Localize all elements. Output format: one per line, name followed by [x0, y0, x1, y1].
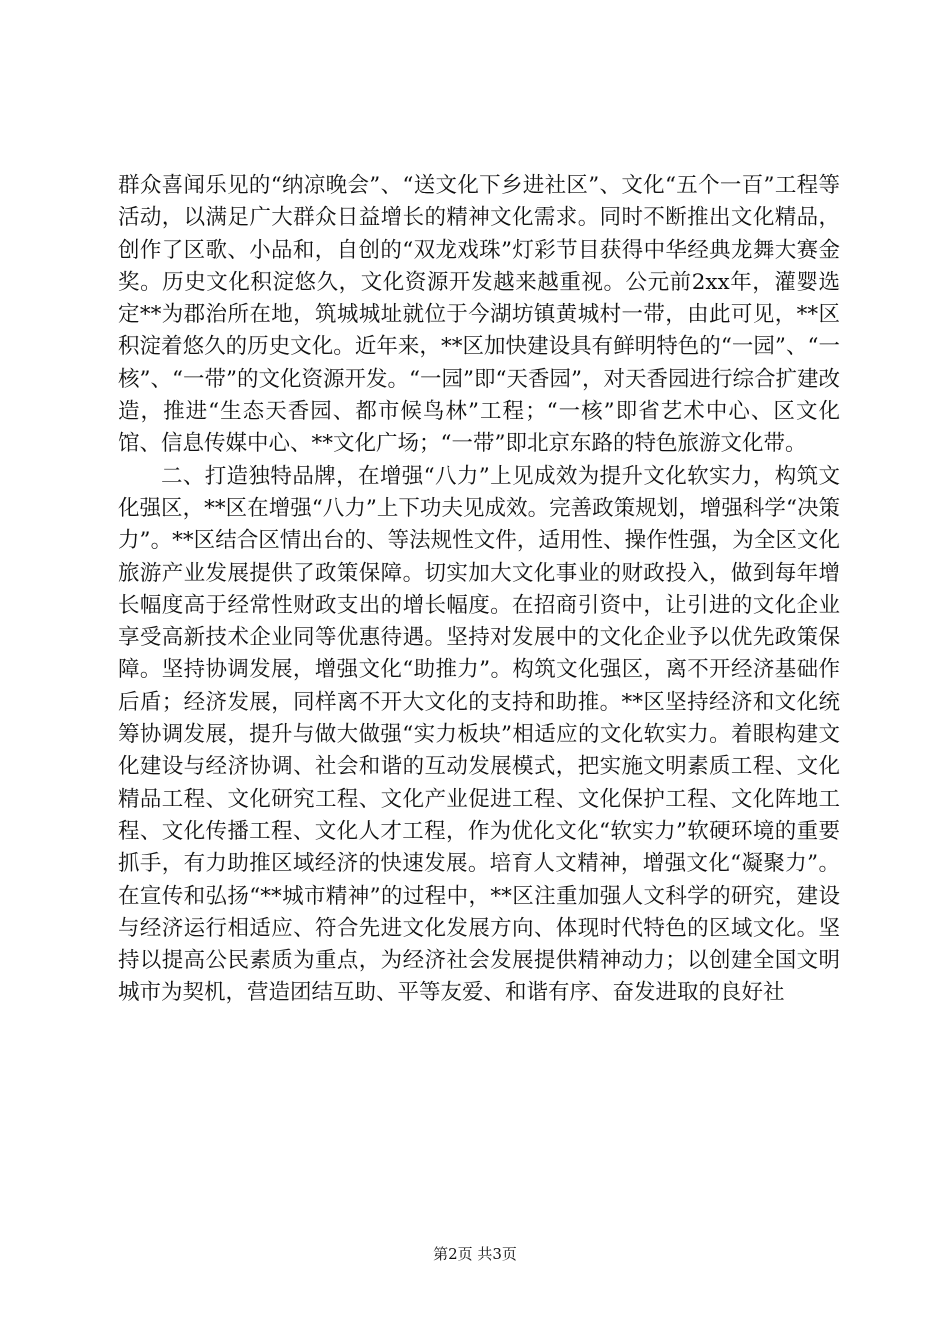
document-body	[118, 170, 840, 1010]
paragraph-continued: 群众喜闻乐见的“纳凉晚会”、“送文化下乡进社区”、文化“五个一百”工程等活动，以满足广大群众日益增长的精神文化需求。同时不断推出文化精品，创作了区歌、小品和，自创的“双龙戏珠”灯彩节目获得中华经典龙舞大赛金奖。历史文化积淀悠久，文化资源开发越来越重视。公元前2xx年，灌婴选定**为郡治所在地，筑城城址就位于今湖坊镇黄城村一带，由此可见，**区积淀着悠久的历史文化。近年来，**区加快建设具有鲜明特色的“一园”、“一核”、“一带”的文化资源开发。“一园”即“天香园”，对天香园进行综合扩建改造，推进“生态天香园、都市候鸟林”工程；“一核”即省艺术中心、区文化馆、信息传媒中心、**文化广场；“一带”即北京东路的特色旅游文化带。	[118, 173, 840, 457]
paragraph-section-two: 二、打造独特品牌，在增强“八力”上见成效为提升文化软实力，构筑文化强区，**区在增强“八力”上下功夫见成效。完善政策规划，增强科学“决策力”。**区结合区情出台的、等法规性文件，适用性、操作性强，为全区文化旅游产业发展提供了政策保障。切实加大文化事业的财政投入，做到每年增长幅度高于经常性财政支出的增长幅度。在招商引资中，让引进的文化企业享受高新技术企业同等优惠待遇。坚持对发展中的文化企业予以优先政策保障。坚持协调发展，增强文化“助推力”。构筑文化强区，离不开经济基础作后盾；经济发展，同样离不开大文化的支持和助推。**区坚持经济和文化统筹协调发展，提升与做大做强“实力板块”相适应的文化软实力。着眼构建文化建设与经济协调、社会和谐的互动发展模式，把实施文明素质工程、文化精品工程、文化研究工程、文化产业促进工程、文化保护工程、文化阵地工程、文化传播工程、文化人才工程，作为优化文化“软实力”软硬环境的重要抓手，有力助推区域经济的快速发展。培育人文精神，增强文化“凝聚力”。在宣传和弘扬“**城市精神”的过程中，**区注重加强人文科学的研究，建设与经济运行相适应、符合先进文化发展方向、体现时代特色的区域文化。坚持以提高公民素质为重点，为经济社会发展提供精神动力；以创建全国文明城市为契机，营造团结互助、平等友爱、和谐有序、奋发进取的良好社	[118, 463, 840, 1006]
page-footer: 第2页 共3页	[433, 1245, 517, 1263]
